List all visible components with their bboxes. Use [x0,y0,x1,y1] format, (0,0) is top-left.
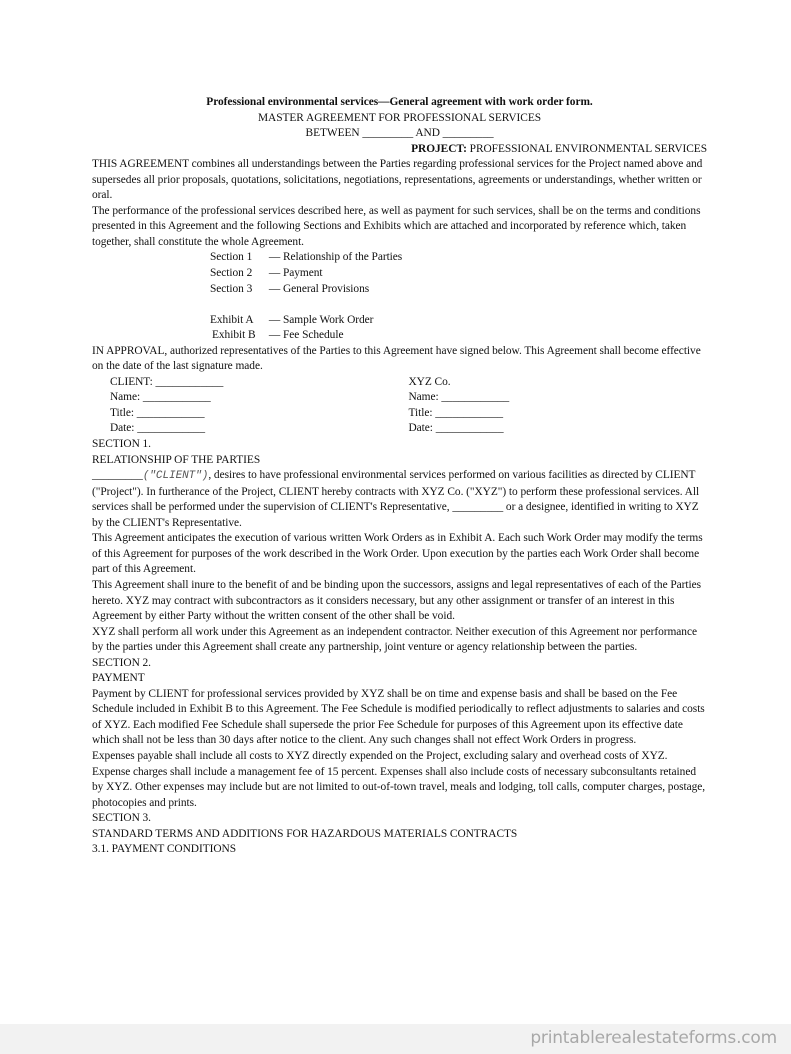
document-page [92,95,707,858]
document-subtitle: MASTER AGREEMENT FOR PROFESSIONAL SERVICES [257,111,542,124]
spacer [210,297,707,313]
section3-title: STANDARD TERMS AND ADDITIONS FOR HAZARDOUS MATERIALS CONTRACTS [92,827,518,840]
client-title-line: Title: ____________ [110,406,205,419]
footer-bar [0,1024,791,1054]
section1-title: RELATIONSHIP OF THE PARTIES [92,453,261,466]
approval-paragraph: IN APPROVAL, authorized representatives of the Parties to this Agreement have signed below. This Agreement shall become effective on the date of the last signature made. [92,344,701,373]
list-item: Section 1 — Relationship of the Parties [210,251,403,264]
section2-paragraph-2: Expenses payable shall include all costs to XYZ directly expended on the Project, excluding salary and overhead costs of XYZ. Expense charges shall include a management fee of 15 percent. Expenses shall also include costs of necessary subconsultants retained by XYZ. Other expenses may include but are not limited to out-of-town travel, meals and lodging, toll calls, computer charges, postage, photocopies and prints. [92,749,706,809]
xyz-date-line: Date: ____________ [408,422,504,435]
project-line [92,142,707,158]
section3-subheading: 3.1. PAYMENT CONDITIONS [92,843,236,856]
client-tag: ("CLIENT") [142,470,209,483]
section1-paragraph-3: This Agreement shall inure to the benefit of and be binding upon the successors, assigns and legal representatives of each of the Parties hereto. XYZ may contract with subcontractors as it considers necessary, but any other assignment or transfer of an interest in this Agreement by either Party without the written consent of the other shall be void. [92,578,702,623]
between-line: BETWEEN _________ AND _________ [305,127,494,140]
document-title: Professional environmental services—General agreement with work order form. [206,96,593,108]
client-name-line: Name: ____________ [110,391,211,404]
list-item: Section 3 — General Provisions [210,282,370,295]
list-item: Exhibit B — Fee Schedule [212,329,344,342]
xyz-signature [409,375,708,437]
project-value: PROFESSIONAL ENVIRONMENTAL SERVICES [466,142,707,155]
section1-heading: SECTION 1. [92,438,151,451]
project-label: PROJECT: [411,142,467,155]
section2-heading: SECTION 2. [92,656,151,669]
list-item: Exhibit A — Sample Work Order [210,313,374,326]
xyz-name-line: Name: ____________ [408,391,510,404]
list-item: Section 2 — Payment [210,267,323,280]
sections-list [92,250,707,343]
xyz-company-line: XYZ Co. [408,375,451,388]
signature-block [92,375,707,437]
section3-heading: SECTION 3. [92,812,151,825]
client-date-line: Date: ____________ [110,422,205,435]
section1-paragraph-1: _________("CLIENT"), desires to have professional environmental services performed on various facilities as directed by CLIENT ("Project"). In furtherance of the Project, CLIENT hereby contracts with XYZ Co. ("XYZ") to perform these professional services. All services shall be performed under the supervision of CLIENT's Representative, _________ or a designee, identified in writing to XYZ by the CLIENT's Representative. [92,469,700,529]
intro-paragraph: THIS AGREEMENT combines all understandings between the Parties regarding professional services for the Project named above and supersedes all prior proposals, quotations, solicitations, negotiations, representations, agreements or understandings, whether written or oral. [92,158,703,202]
performance-paragraph: The performance of the professional services described here, as well as payment for such services, shall be on the terms and conditions presented in this Agreement and the following Sections and Exhibits which are attached and incorporated by reference which, taken together, shall constitute the whole Agreement. [92,204,701,248]
section2-title: PAYMENT [92,672,145,685]
client-line: CLIENT: ____________ [110,375,224,388]
site-watermark[interactable]: printablerealestateforms.com [530,1028,777,1048]
xyz-title-line: Title: ____________ [408,406,504,419]
section2-paragraph-1: Payment by CLIENT for professional services provided by XYZ shall be on time and expense basis and shall be based on the Fee Schedule included in Exhibit B to this Agreement. The Fee Schedule is modified periodically to reflect adjustments to salaries and costs of XYZ. Each modified Fee Schedule shall supersede the prior Fee Schedule for purposes of this Agreement upon its effective date which shall not be less than 30 days after notice to the client. Any such changes shall not effect Work Orders in progress. [92,687,705,747]
section1-paragraph-4: XYZ shall perform all work under this Agreement as an independent contractor. Neither execution of this Agreement nor performance by the parties under this Agreement shall create any partnership, joint venture or agency relationship between the parties. [92,625,697,654]
client-signature [110,375,409,437]
section1-paragraph-2: This Agreement anticipates the execution of various written Work Orders as in Exhibit A. Each such Work Order may modify the terms of this Agreement for purposes of the work described in the Work Order. Upon execution by the parties each Work Order shall become part of this Agreement. [92,532,703,576]
